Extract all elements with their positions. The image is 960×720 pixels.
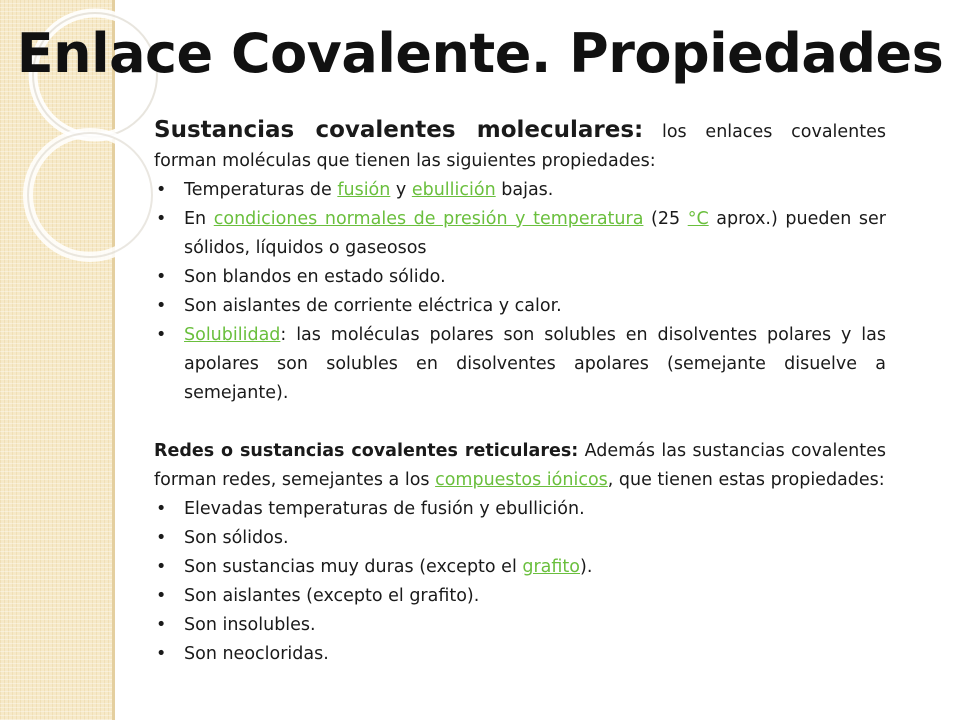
list-item: • Son blandos en estado sólido. [154,263,886,292]
slide-title: Enlace Covalente. Propiedades [16,22,944,85]
bullet-text: Temperaturas de [184,180,338,200]
list-item [154,205,886,263]
list-item: • Son insolubles. [154,611,886,640]
link-compuestos-ionicos[interactable]: compuestos iónicos [435,470,608,490]
list-item: • Son aislantes (excepto el grafito). [154,582,886,611]
link-grafito[interactable]: grafito [522,557,580,577]
link-condiciones-normales[interactable]: condiciones normales de presión y temperatura [213,209,644,229]
section1-intro-text: los enlaces covalentes forman moléculas que tienen las siguientes propiedades: [154,122,887,171]
link-solubilidad[interactable]: Solubilidad [184,325,281,345]
section2-intro-text: Además las sustancias covalentes forman redes, semejantes a los [154,441,886,490]
section1-intro [154,116,886,176]
bullet-text: En [184,209,214,229]
bullet-text: (25 [643,209,688,229]
section1-list [154,176,886,408]
bullet-text: bajas. [495,180,554,200]
bullet-text: y [390,180,412,200]
list-item: • Son aislantes de corriente eléctrica y calor. [154,292,886,321]
section2-intro-text: , que tienen estas propiedades: [607,470,885,490]
bullet-text: Son sustancias muy duras (excepto el [184,557,523,577]
list-item: • Elevadas temperaturas de fusión y ebullición. [154,495,886,524]
section2-intro [154,437,886,495]
bullet-text: ). [580,557,593,577]
list-item: • Son neocloridas. [154,640,886,669]
list-item [154,553,886,582]
list-item [154,176,886,205]
section1-heading: Sustancias covalentes moleculares: [154,117,644,143]
link-celsius[interactable]: °C [687,209,709,229]
slide-content [154,116,886,669]
link-fusion[interactable]: fusión [337,180,391,200]
link-ebullicion[interactable]: ebullición [411,180,496,200]
spacer [154,408,886,437]
section2-heading: Redes o sustancias covalentes reticulares: [154,441,579,461]
section2-list [154,495,886,669]
bullet-text: : las moléculas polares son solubles en disolventes polares y las apolares son solubles en disolventes apolares (semejante disuelve a semejante). [184,325,886,403]
list-item [154,321,886,408]
list-item: • Son sólidos. [154,524,886,553]
bullet-text: aprox.) pueden ser sólidos, líquidos o gaseosos [184,209,886,258]
